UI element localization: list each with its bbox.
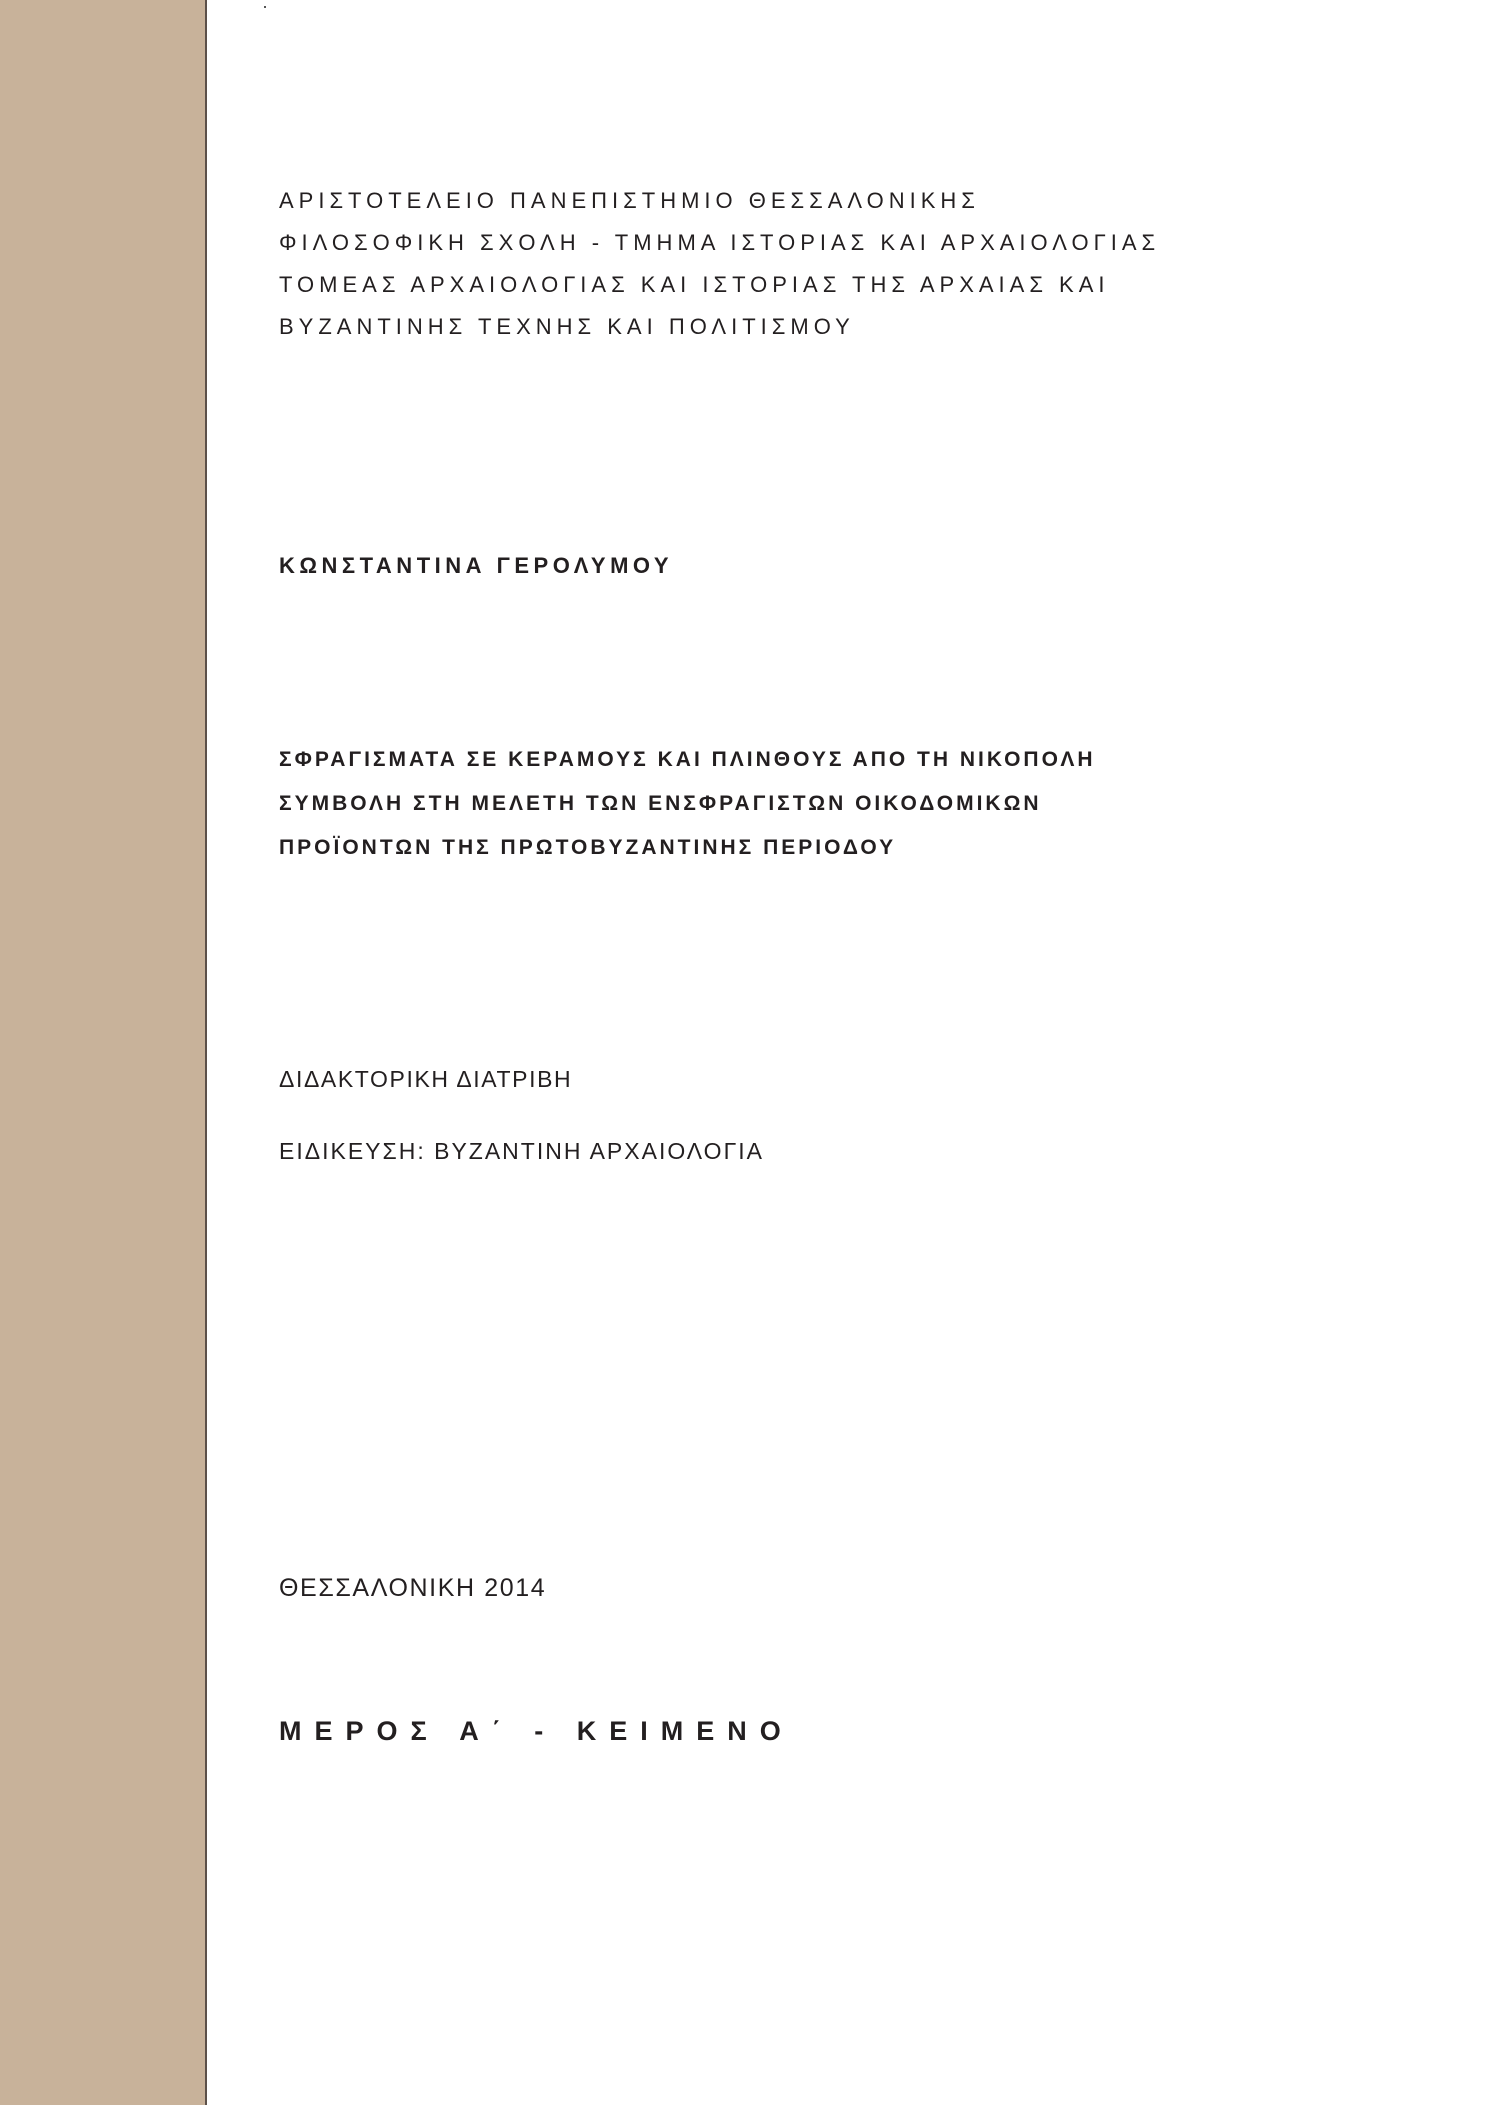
part-label: ΜΕΡΟΣ Α΄ - ΚΕΙΜΕΝΟ [279, 1716, 794, 1746]
institution-heading [279, 180, 1160, 348]
title-line: ΣΦΡΑΓΙΣΜΑΤΑ ΣΕ ΚΕΡΑΜΟΥΣ ΚΑΙ ΠΛΙΝΘΟΥΣ ΑΠΟ ΤΗ ΝΙΚΟΠΟΛΗ [279, 748, 1096, 771]
title-line: ΠΡΟΪΟΝΤΩΝ ΤΗΣ ΠΡΩΤΟΒΥΖΑΝΤΙΝΗΣ ΠΕΡΙΟΔΟΥ [279, 836, 897, 859]
institution-line: ΑΡΙΣΤΟΤΕΛΕΙΟ ΠΑΝΕΠΙΣΤΗΜΙΟ ΘΕΣΣΑΛΟΝΙΚΗΣ [279, 188, 980, 213]
institution-line: ΤΟΜΕΑΣ ΑΡΧΑΙΟΛΟΓΙΑΣ ΚΑΙ ΙΣΤΟΡΙΑΣ ΤΗΣ ΑΡΧΑΙΑΣ ΚΑΙ [279, 272, 1110, 297]
institution-line: ΦΙΛΟΣΟΦΙΚΗ ΣΧΟΛΗ - ΤΜΗΜΑ ΙΣΤΟΡΙΑΣ ΚΑΙ ΑΡΧΑΙΟΛΟΓΙΑΣ [279, 230, 1161, 255]
scan-dot [264, 6, 266, 8]
cover-side-band [0, 0, 207, 2105]
place-and-year: ΘΕΣΣΑΛΟΝΙΚΗ 2014 [279, 1574, 547, 1602]
thesis-title [279, 738, 1096, 870]
title-line: ΣΥΜΒΟΛΗ ΣΤΗ ΜΕΛΕΤΗ ΤΩΝ ΕΝΣΦΡΑΓΙΣΤΩΝ ΟΙΚΟΔΟΜΙΚΩΝ [279, 792, 1042, 815]
author-name: ΚΩΝΣΤΑΝΤΙΝΑ ΓΕΡΟΛΥΜΟΥ [279, 553, 674, 578]
thesis-type: ΔΙΔΑΚΤΟΡΙΚΗ ΔΙΑΤΡΙΒΗ [279, 1066, 573, 1092]
specialization: ΕΙΔΙΚΕΥΣΗ: ΒΥΖΑΝΤΙΝΗ ΑΡΧΑΙΟΛΟΓΙΑ [279, 1138, 764, 1164]
institution-line: ΒΥΖΑΝΤΙΝΗΣ ΤΕΧΝΗΣ ΚΑΙ ΠΟΛΙΤΙΣΜΟΥ [279, 314, 855, 339]
